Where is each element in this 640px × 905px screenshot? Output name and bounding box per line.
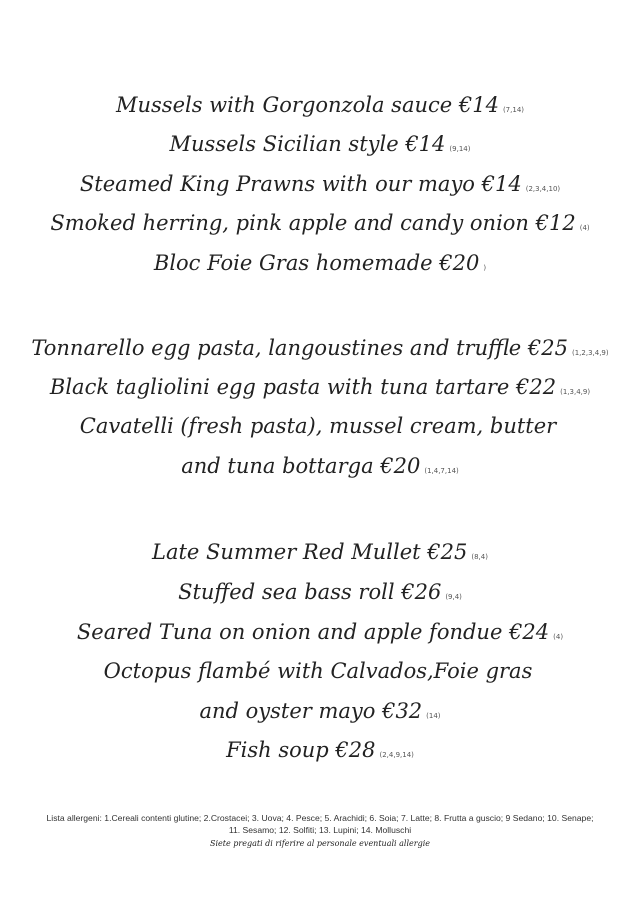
allergen-codes: (2,3,4,10) <box>525 185 561 193</box>
menu-item-foie-gras <box>0 250 640 281</box>
allergen-codes: (1,4,7,14) <box>424 467 459 475</box>
allergen-codes: (9,4) <box>445 593 462 601</box>
allergen-codes: (4) <box>553 633 564 641</box>
allergen-codes: (1,2,3,4,9) <box>571 349 609 357</box>
allergen-list: Lista allergeni: 1.Cereali contenti glutine; 2.Crostacei; 3. Uova; 4. Pesce; 5. Arachidi; 6. Soia; 7. Latte; 8. Frutta a guscio; 9 Sedano; 10. Senape; 11. Sesamo; 12. Solfiti; 13. Lupini; 14. Molluschi <box>46 813 594 835</box>
allergen-codes: (4) <box>579 224 590 232</box>
allergy-note: Siete pregati di riferire al personale eventuali allergie <box>210 839 430 848</box>
menu-item-octopus-cont <box>0 698 640 729</box>
menu-item-name: Late Summer Red Mullet €25 <box>152 540 468 564</box>
allergen-codes: (1,3,4,9) <box>560 388 591 396</box>
menu-item-mussels-sicilian <box>0 131 640 162</box>
menu-item-name: Cavatelli (fresh pasta), mussel cream, butter <box>79 414 557 438</box>
menu-item-name: Tonnarello egg pasta, langoustines and truffle €25 <box>31 336 568 360</box>
menu-item-name: and oyster mayo €32 <box>199 699 423 723</box>
menu-item-name: Fish soup €28 <box>226 738 376 762</box>
allergen-codes: (8,4) <box>471 553 488 561</box>
menu-item-seared-tuna <box>0 619 640 650</box>
allergen-codes: (7,14) <box>502 106 525 114</box>
menu-item-name: Seared Tuna on onion and apple fondue €24 <box>76 620 550 644</box>
menu-item-king-prawns <box>0 171 640 202</box>
menu-item-name: Bloc Foie Gras homemade €20 <box>153 251 480 275</box>
menu-item-name: Stuffed sea bass roll €26 <box>178 580 442 604</box>
menu-item-black-tagliolini <box>0 374 640 405</box>
menu-item-name: Mussels with Gorgonzola sauce €14 <box>115 93 499 117</box>
allergen-codes: (9,14) <box>449 145 471 153</box>
menu-item-tonnarello <box>0 335 640 366</box>
menu-item-name: Mussels Sicilian style €14 <box>169 132 446 156</box>
allergen-codes: (14) <box>426 712 441 720</box>
menu-item-name: Steamed King Prawns with our mayo €14 <box>79 172 522 196</box>
menu-item-octopus <box>0 658 640 689</box>
menu-item-smoked-herring <box>0 210 640 241</box>
allergen-codes: (2,4,9,14) <box>379 751 414 759</box>
menu-item-name: Octopus flambé with Calvados,Foie gras <box>103 659 533 683</box>
menu-item-sea-bass <box>0 579 640 610</box>
menu-item-name: Smoked herring, pink apple and candy onion €12 <box>50 211 576 235</box>
menu-item-name: Black tagliolini egg pasta with tuna tartare €22 <box>49 375 557 399</box>
menu-item-name: and tuna bottarga €20 <box>181 454 421 478</box>
menu-item-red-mullet <box>0 539 640 570</box>
menu-item-cavatelli-cont <box>0 453 640 484</box>
menu-item-fish-soup <box>0 737 640 768</box>
menu-item-cavatelli <box>0 413 640 444</box>
menu-item-mussels-gorgonzola <box>0 92 640 123</box>
allergen-codes: ) <box>483 264 487 272</box>
